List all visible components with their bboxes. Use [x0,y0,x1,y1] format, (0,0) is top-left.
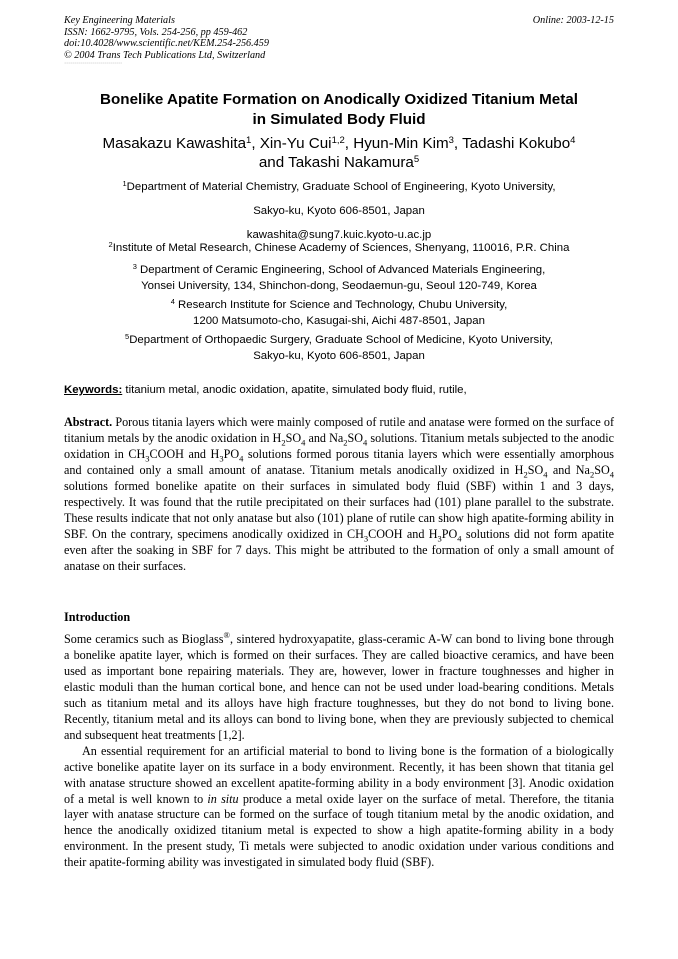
affiliation-mark: 3 [132,262,137,271]
affiliation-mark: 4 [170,297,175,306]
title-line-1: Bonelike Apatite Formation on Anodically Oxidized Titanium Metal [100,91,578,108]
author-affiliation-mark: 3 [448,135,454,146]
keywords-label: Keywords: [64,384,123,396]
introduction-paragraph-2: An essential requirement for an artificial material to bond to living bone is the formation of a biologically active bonelike apatite layer on its surface in a body environment. Recently, it has been shown that titania gel with anatase structure showed an excellent apatite-forming ability in a body environment [3]. Anodic oxidation of a metal is well known to in situ produce a metal oxide layer on the surface of metal. Therefore, the titania layer with anatase structure can be formed on the surface of tough titanium metal by the anodic oxidation, and hence the anodically oxidized titanium metal is expected to show a high apatite-forming ability in a body environment. In the present study, Ti metals were subjected to anodic oxidation under various conditions and their apatite-forming ability was investigated in simulated body fluid (SBF). [64,743,614,870]
affiliation-line: $^2$Institute of Metal Research, Chinese Academy of Sciences, Shenyang, 110016, P.R. China [108,240,570,254]
keywords [64,382,616,398]
registered-mark: ® [223,629,230,640]
affiliation-line: Sakyo-ku, Kyoto 606-8501, Japan [253,350,425,362]
author-name: Tadashi Kokubo [462,135,571,152]
author-name: Hyun-Min Kim [353,135,449,152]
doi-line: doi:10.4028/www.scientific.net/KEM.254-256.459 [64,38,269,50]
abstract: Abstract. Porous titania layers which were mainly composed of rutile and anatase were formed on the surface of titanium metals by the anodic oxidation in $H_2SO_4$ and $Na_2SO_4$ solutions. Titanium metals subjected to the anodic oxidation in $CH_3COOH$ and $H_3PO_4$ solutions formed porous titania layers which were essentially amorphous and contained only a small amount of anatase. Titanium metals anodically oxidized in $H_2SO_4$ and $Na_2SO_4$ solutions formed bonelike apatite on their surfaces in simulated body fluid (SBF) within 1 and 3 days, respectively. It was found that the rutile precipitated on their surfaces had (101) plane parallel to the substrate. These results indicate that not only anatase but also (101) plane of rutile can show high apatite-forming ability in SBF. On the contrary, specimens anodically oxidized in $CH_3COOH$ and $H_3PO_4$ solutions did not form apatite even after the soaking in SBF for 7 days. This might be attributed to the formation of only a small amount of anatase on their surfaces. [64,415,614,573]
author-affiliation-mark: 1,2 [331,135,345,146]
paper-title [40,90,638,130]
affiliation-2 [40,240,638,256]
author-conjunction: and [258,154,289,171]
affiliation-mark: 1 [122,179,127,188]
author-name: Takashi Nakamura [288,154,414,171]
issn-line: ISSN: 1662-9795, Vols. 254-256, pp 459-462 [64,26,248,38]
journal-name: Key Engineering Materials [64,15,175,26]
faded-header-remnant: ····························· [64,61,122,68]
introduction-heading: Introduction [64,610,131,624]
author-affiliation-mark: 5 [413,154,420,165]
author-separator: , [344,135,354,152]
author-separator: , [251,135,260,152]
authors-line-1 [40,134,638,153]
author-name: Xin-Yu Cui [259,135,332,152]
author-affiliation-mark: 1 [246,135,252,146]
authors-line-2 [40,153,638,172]
affiliation-line: $^1$Department of Material Chemistry, Graduate School of Engineering, Kyoto University, [122,179,556,193]
publication-info [64,15,269,67]
italic-term: in situ [207,791,239,806]
online-date: Online: 2003-12-15 [532,15,614,26]
affiliation-3 [40,262,638,294]
affiliation-5 [40,332,638,364]
affiliation-line: $^5$Department of Orthopaedic Surgery, Graduate School of Medicine, Kyoto University, [125,332,553,346]
copyright-line: © 2004 Trans Tech Publications Ltd, Switzerland [64,49,266,61]
affiliation-line: $^3$ Department of Ceramic Engineering, School of Advanced Materials Engineering, [132,262,546,276]
affiliation-line: Yonsei University, 134, Shinchon-dong, Seodaemun-gu, Seoul 120-749, Korea [141,280,537,292]
author-list [40,134,638,172]
affiliation-line: 1200 Matsumoto-cho, Kasugai-shi, Aichi 487-8501, Japan [193,315,485,327]
author-name: Masakazu Kawashita [102,135,247,152]
affiliation-1 [40,179,638,243]
affiliation-line: Sakyo-ku, Kyoto 606-8501, Japan [253,205,425,217]
affiliation-mark: 5 [125,332,130,341]
affiliation-4 [40,297,638,329]
introduction-body [64,629,615,871]
affiliation-mark: 2 [108,240,113,249]
keywords-text: titanium metal, anodic oxidation, apatite, simulated body fluid, rutile, [122,384,467,396]
author-affiliation-mark: 4 [570,135,576,146]
affiliation-line: $^4$ Research Institute for Science and Technology, Chubu University, [170,297,508,311]
author-separator: , [453,135,463,152]
introduction-paragraph-1: Some ceramics such as Bioglass®, sintered hydroxyapatite, glass-ceramic A-W can bond to living bone through a bonelike apatite layer, which is formed on their surfaces. They are called bioactive ceramics, and have been used as important bone repairing materials. They are, however, lower in fracture toughnesses and higher in elastic moduli than the human cortical bone, and hence can not be used under load-bearing conditions. Metals such as titanium metal and its alloys have high fracture toughnesses, but they do not bond to living bone. Recently, titanium metal and its alloys can bond to living bone, when they are previously subjected to chemical and subsequent heat treatments [1,2]. [64,629,615,742]
contact-email: kawashita@sung7.kuic.kyoto-u.ac.jp [246,229,432,241]
abstract-label: Abstract. [64,415,113,429]
title-line-2: in Simulated Body Fluid [252,111,426,128]
